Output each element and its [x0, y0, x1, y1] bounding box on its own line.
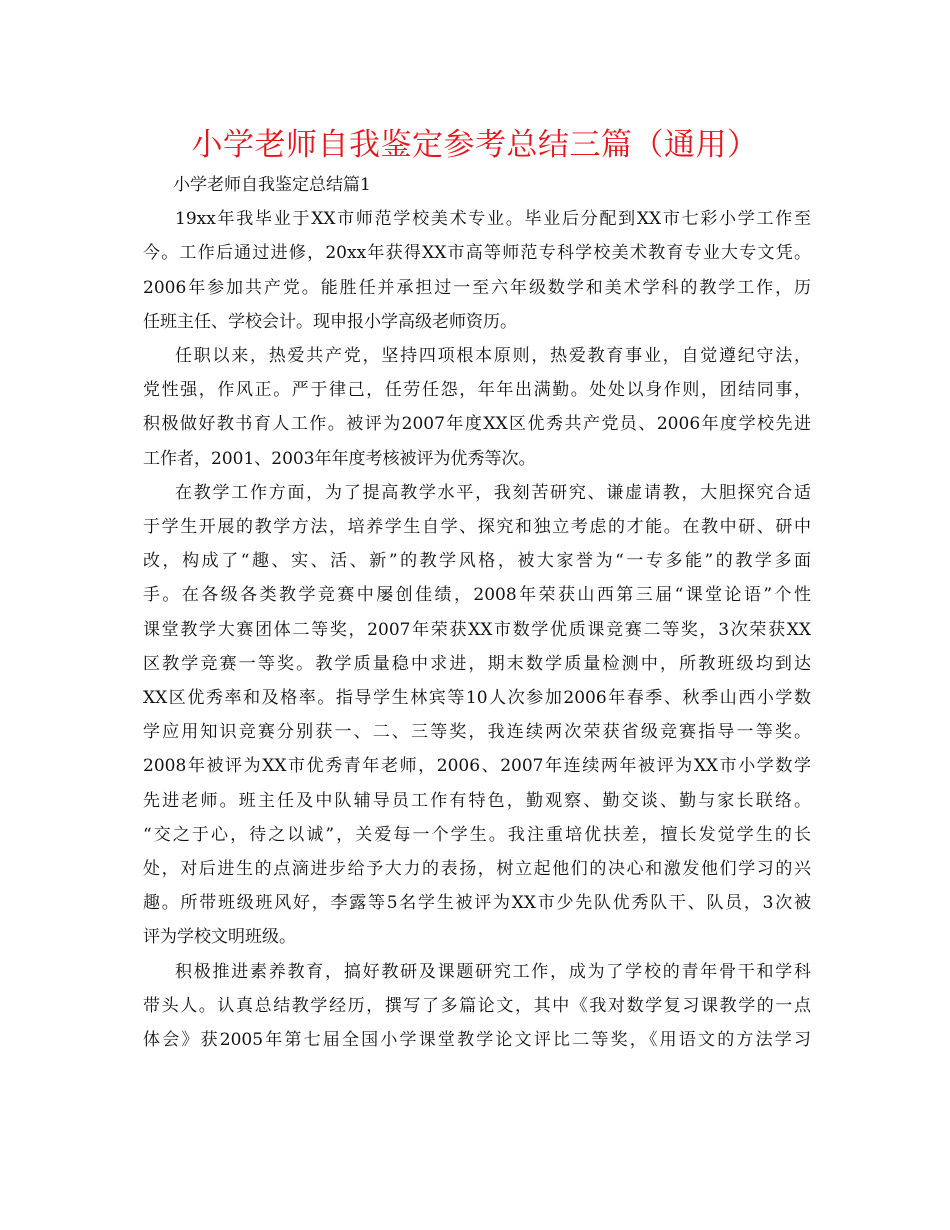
paragraph-line: 带头人。认真总结教学经历，撰写了多篇论文，其中《我对数学复习课教学的一点: [143, 995, 811, 1016]
paragraph-line: 在教学工作方面，为了提高教学水平，我刻苦研究、谦虚请教，大胆探究合适: [175, 482, 811, 503]
paragraph-line: 工作者，2001、2003年年度考核被评为优秀等次。: [143, 448, 536, 469]
paragraph-line: 积极推进素养教育，搞好教研及课题研究工作，成为了学校的青年骨干和学科: [175, 961, 811, 982]
paragraph-line: 2006年参加共产党。能胜任并承担过一至六年级数学和美术学科的教学工作，历: [143, 277, 811, 298]
paragraph-line: 积极做好教书育人工作。被评为2007年度XX区优秀共产党员、2006年度学校先进: [143, 414, 811, 435]
paragraph-line: 课堂教学大赛团体二等奖，2007年荣获XX市数学优质课竞赛二等奖，3次荣获XX: [143, 619, 811, 640]
paragraph-line: 趣。所带班级班风好，李露等5名学生被评为XX市少先队优秀队干、队员，3次被: [143, 893, 811, 914]
paragraph-line: 学应用知识竞赛分别获一、二、三等奖，我连续两次荣获省级竞赛指导一等奖。: [143, 722, 811, 743]
document-body: [143, 168, 811, 1057]
paragraph-line: 区教学竞赛一等奖。教学质量稳中求进，期末数学质量检测中，所教班级均到达: [143, 653, 811, 674]
paragraph-line: 手。在各级各类教学竞赛中屡创佳绩，2008年荣获山西第三届“课堂论语”个性: [143, 585, 811, 606]
paragraph-line: 任班主任、学校会计。现申报小学高级老师资历。: [143, 311, 517, 332]
paragraph-line: 于学生开展的教学方法，培养学生自学、探究和独立考虑的才能。在教中研、研中: [143, 517, 811, 538]
paragraph: [143, 955, 811, 1058]
document-title: 小学老师自我鉴定参考总结三篇（通用）: [191, 127, 759, 163]
paragraph: [143, 476, 811, 955]
paragraph-line: 今。工作后通过进修，20xx年获得XX市高等师范专科学校美术教育专业大专文凭。: [143, 243, 811, 264]
paragraph-line: 体会》获2005年第七届全国小学课堂教学论文评比二等奖，《用语文的方法学习: [143, 1030, 811, 1051]
paragraph-line: 先进老师。班主任及中队辅导员工作有特色，勤观察、勤交谈、勤与家长联络。: [143, 790, 811, 811]
paragraph-line: 评为学校文明班级。: [143, 927, 296, 948]
paragraph-line: 2008年被评为XX市优秀青年老师，2006、2007年连续两年被评为XX市小学数学: [143, 756, 811, 777]
paragraph: [143, 202, 811, 339]
paragraph-line: 19xx年我毕业于XX市师范学校美术专业。毕业后分配到XX市七彩小学工作至: [175, 209, 811, 230]
paragraph-line: 任职以来，热爱共产党，坚持四项根本原则，热爱教育事业，自觉遵纪守法，: [175, 346, 811, 367]
paragraph: [143, 339, 811, 476]
paragraph-line: XX区优秀率和及格率。指导学生林宾等10人次参加2006年春季、秋季山西小学数: [143, 688, 811, 709]
paragraph-line: 处，对后进生的点滴进步给予大力的表扬，树立起他们的决心和激发他们学习的兴: [143, 859, 811, 880]
section-subtitle: 小学老师自我鉴定总结篇1: [173, 175, 371, 195]
paragraph-line: 党性强，作风正。严于律己，任劳任怨，年年出满勤。处处以身作则，团结同事，: [143, 380, 811, 401]
paragraph-line: “交之于心，待之以诚”，关爱每一个学生。我注重培优扶差，擅长发觉学生的长: [143, 824, 811, 845]
paragraph-line: 改，构成了“趣、实、活、新”的教学风格，被大家誉为“一专多能”的教学多面: [143, 551, 811, 572]
